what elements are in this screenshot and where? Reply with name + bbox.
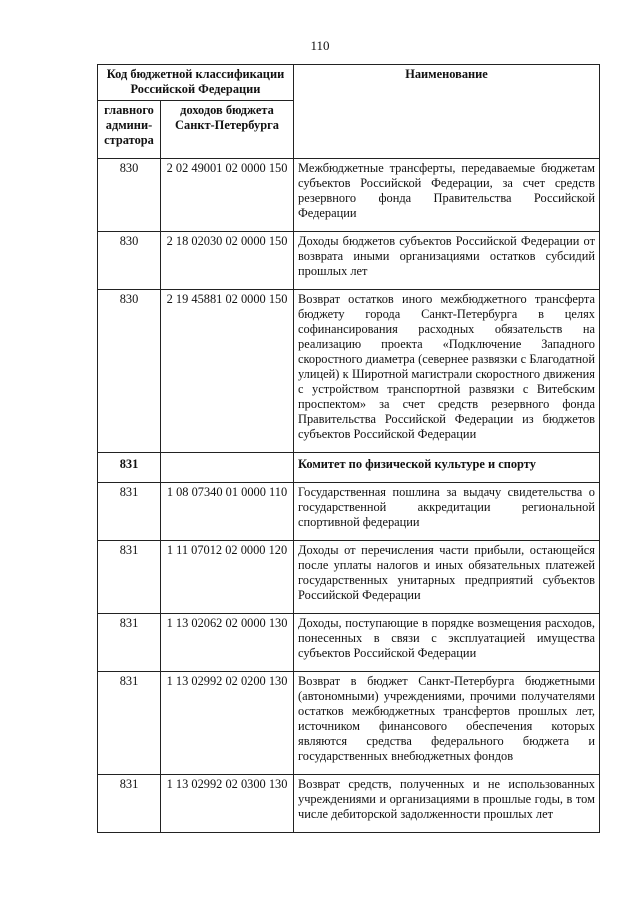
header-classification-code: Код бюджетной классификации Российской Федерации xyxy=(98,65,294,101)
name-cell: Возврат остатков иного межбюджетного трансферта бюджету города Санкт-Петербурга в целях софинансирования расходных обязательств на реализацию проекта «Подключение Западного скоростного диаметра (севернее развязки с Благодатной улицей) к Широтной магистрали скоростного движения с устройством транспортной развязки с Витебским проспектом» за счет средств резервного фонда Правительства Российской Федерации из бюджетов субъектов Российской Федерации xyxy=(294,290,600,453)
table-header-row xyxy=(98,65,600,101)
income-code-cell: 2 02 49001 02 0000 150 xyxy=(161,159,294,232)
name-cell: Государственная пошлина за выдачу свидетельства о государственной аккредитации региональной спортивной федерации xyxy=(294,483,600,541)
header-budget-income: доходов бюджета Санкт-Петербурга xyxy=(161,101,294,159)
admin-code-cell: 831 xyxy=(98,541,161,614)
income-code-cell: 1 13 02992 02 0300 130 xyxy=(161,775,294,833)
income-code-cell: 1 11 07012 02 0000 120 xyxy=(161,541,294,614)
admin-code-cell: 830 xyxy=(98,290,161,453)
budget-classification-table xyxy=(97,64,600,833)
table-body xyxy=(98,159,600,833)
admin-code-cell: 830 xyxy=(98,232,161,290)
table-row xyxy=(98,672,600,775)
table-row xyxy=(98,614,600,672)
admin-code-cell: 831 xyxy=(98,483,161,541)
name-cell: Комитет по физической культуре и спорту xyxy=(294,453,600,483)
name-cell: Доходы, поступающие в порядке возмещения расходов, понесенных в связи с эксплуатацией имущества субъектов Российской Федерации xyxy=(294,614,600,672)
name-cell: Межбюджетные трансферты, передаваемые бюджетам субъектов Российской Федерации, за счет средств резервного фонда Правительства Российской Федерации xyxy=(294,159,600,232)
admin-code-cell: 831 xyxy=(98,775,161,833)
income-code-cell: 2 18 02030 02 0000 150 xyxy=(161,232,294,290)
table-row xyxy=(98,775,600,833)
table-row xyxy=(98,541,600,614)
table-row xyxy=(98,232,600,290)
admin-code-cell: 831 xyxy=(98,614,161,672)
header-chief-administrator: главного админи-стратора xyxy=(98,101,161,159)
name-cell: Доходы бюджетов субъектов Российской Федерации от возврата иными организациями остатков субсидий прошлых лет xyxy=(294,232,600,290)
section-row xyxy=(98,453,600,483)
name-cell: Возврат средств, полученных и не использованных учреждениями и организациями в прошлые годы, в том числе дебиторской задолженности прошлых лет xyxy=(294,775,600,833)
admin-code-cell: 831 xyxy=(98,672,161,775)
admin-code-cell: 831 xyxy=(98,453,161,483)
income-code-cell: 1 13 02062 02 0000 130 xyxy=(161,614,294,672)
name-cell: Возврат в бюджет Санкт-Петербурга бюджетными (автономными) учреждениями, прочими получателями остатков межбюджетных трансфертов прошлых лет, источником финансового обеспечения которых являются средства федерального бюджета и государственных внебюджетных фондов xyxy=(294,672,600,775)
income-code-cell: 2 19 45881 02 0000 150 xyxy=(161,290,294,453)
page-number: 110 xyxy=(310,38,330,53)
admin-code-cell: 830 xyxy=(98,159,161,232)
table-row xyxy=(98,290,600,453)
income-code-cell: 1 13 02992 02 0200 130 xyxy=(161,672,294,775)
income-code-cell: 1 08 07340 01 0000 110 xyxy=(161,483,294,541)
table-row xyxy=(98,483,600,541)
header-name: Наименование xyxy=(294,65,600,159)
income-code-cell xyxy=(161,453,294,483)
name-cell: Доходы от перечисления части прибыли, остающейся после уплаты налогов и иных обязательных платежей государственных унитарных предприятий субъектов Российской Федерации xyxy=(294,541,600,614)
table-row xyxy=(98,159,600,232)
